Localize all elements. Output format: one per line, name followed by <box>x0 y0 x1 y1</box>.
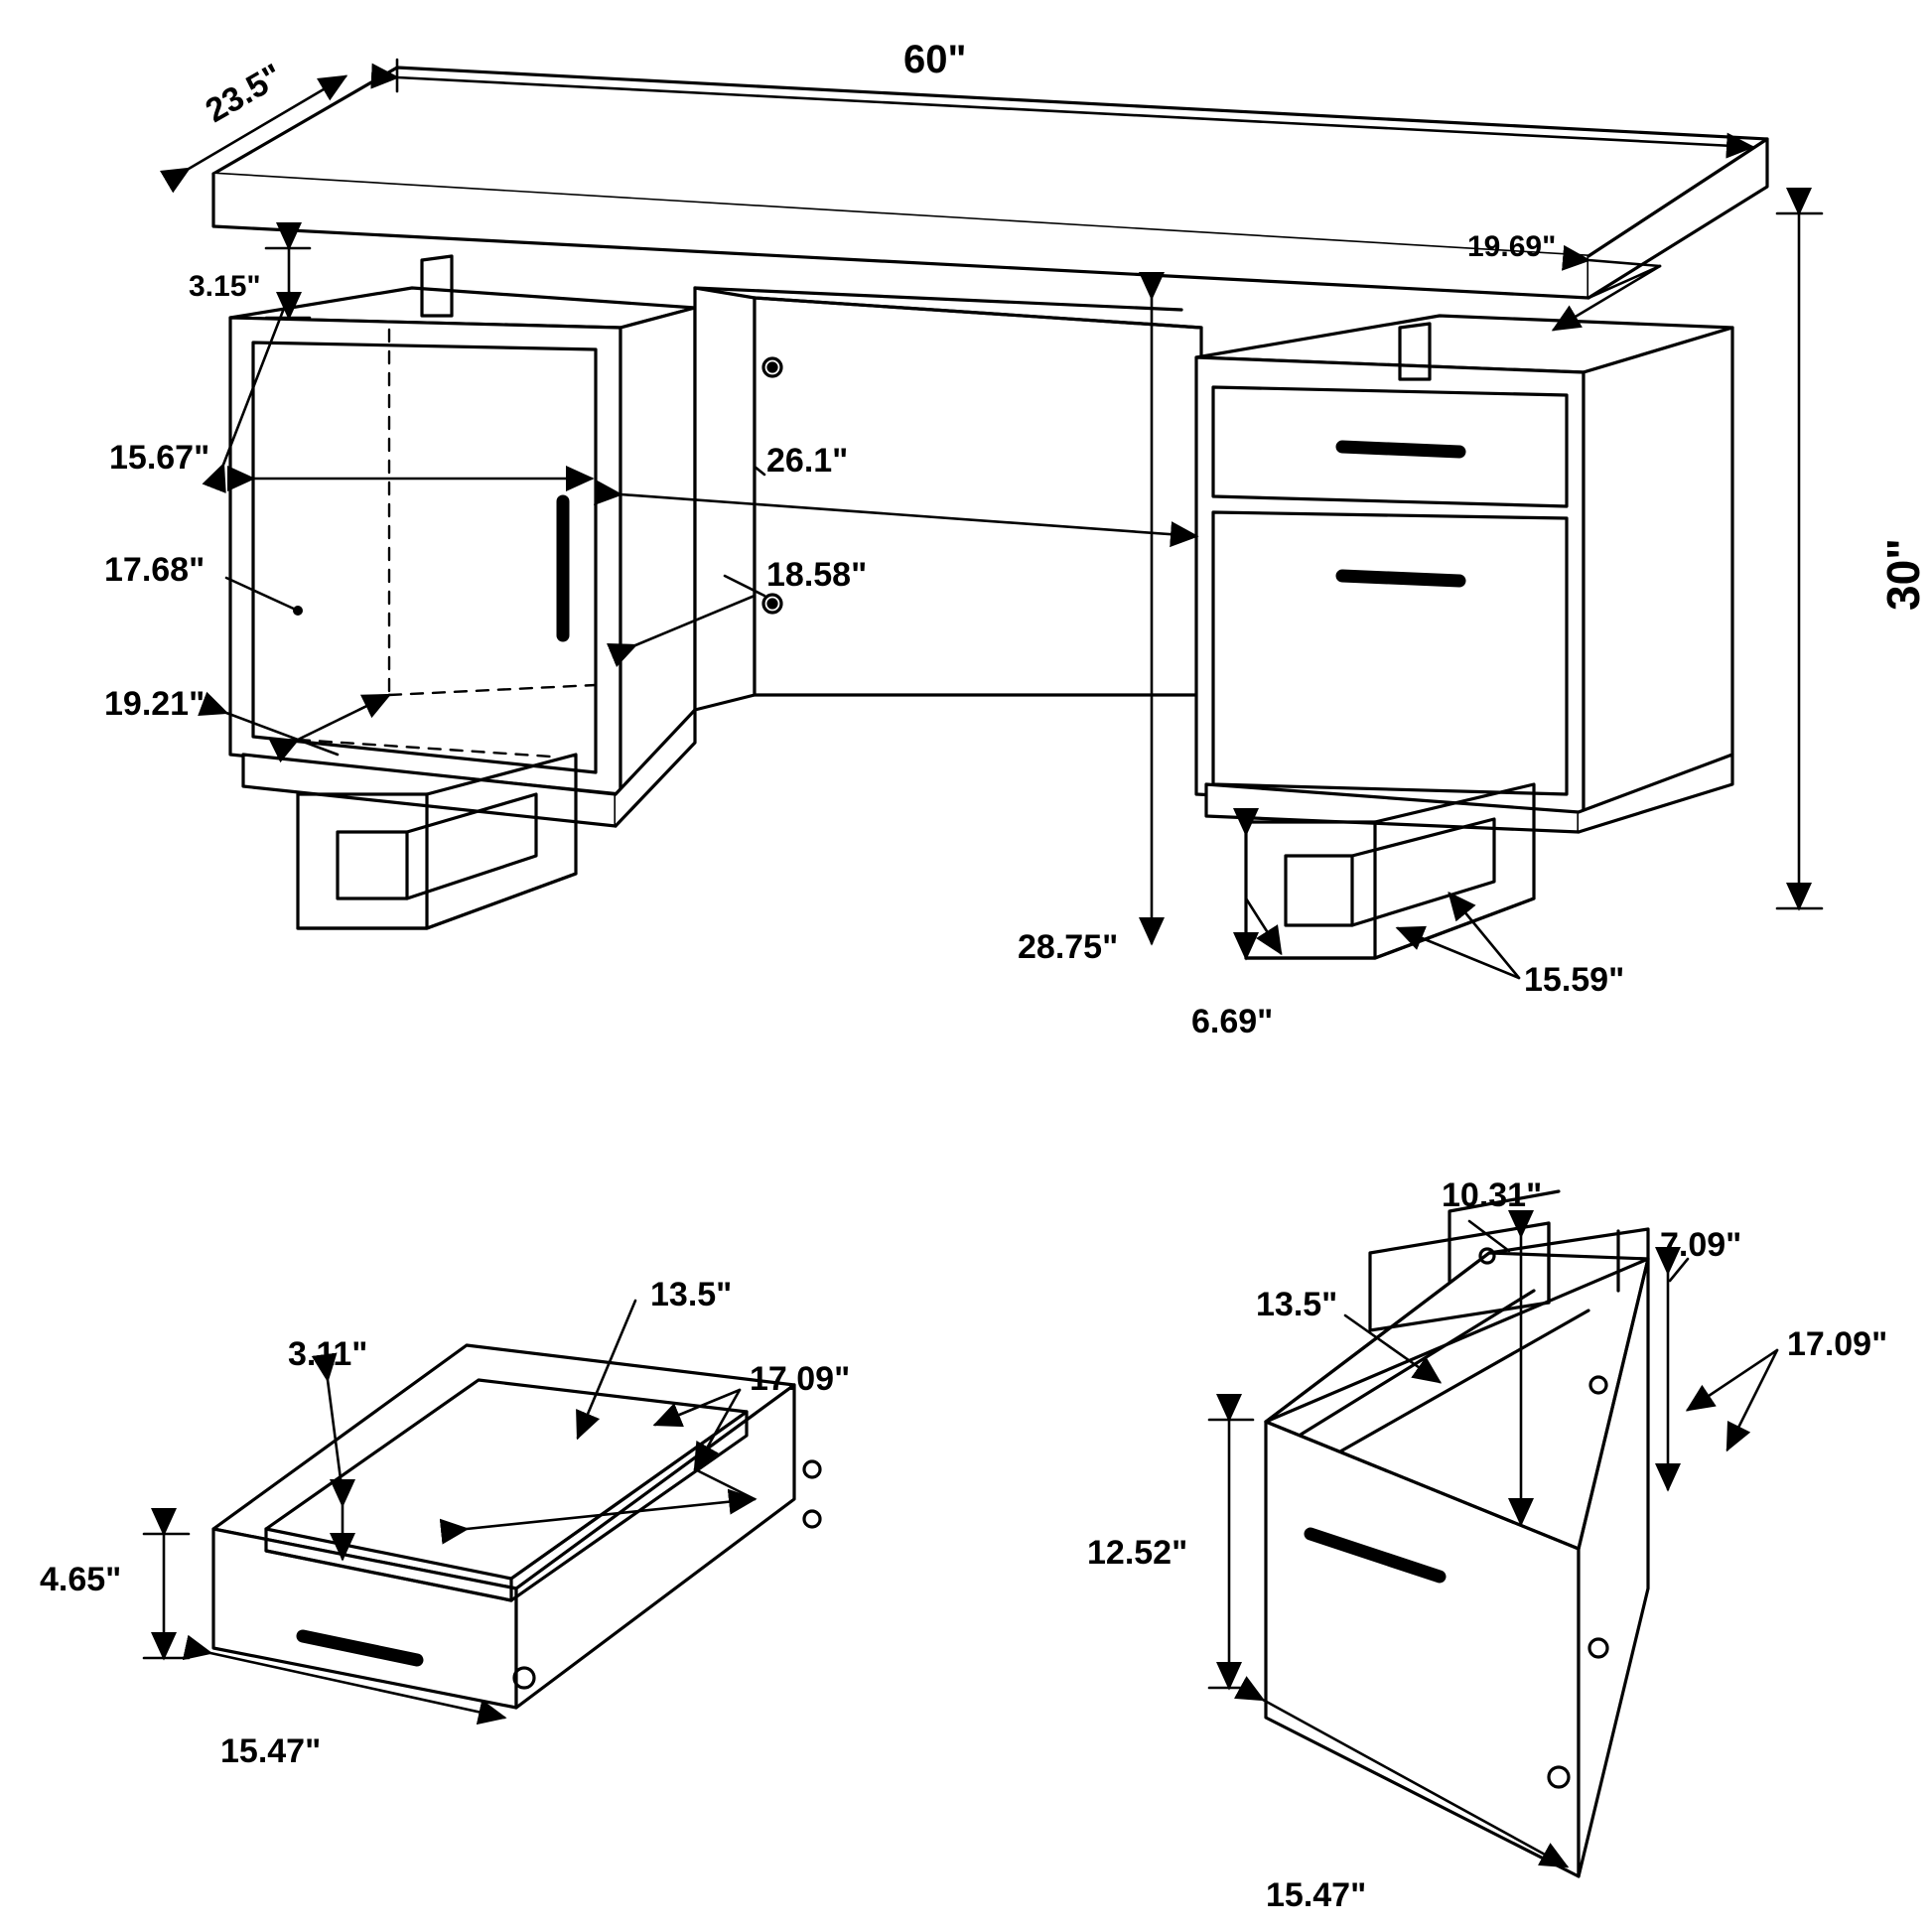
dim-pedestal-depth: 19.69" <box>1467 230 1557 263</box>
right-pedestal <box>1196 316 1732 832</box>
left-cabinet <box>230 288 695 826</box>
dim-leg-height: 6.69" <box>1191 1003 1274 1040</box>
dim-file-drawer-front-height: 12.52" <box>1087 1534 1188 1572</box>
dim-overall-height: 30" <box>1877 538 1929 611</box>
dim-file-divider-offset: 7.09" <box>1660 1226 1742 1264</box>
dim-top-gap: 3.15" <box>189 270 261 303</box>
dim-knee-clearance: 28.75" <box>1018 928 1119 966</box>
dim-small-drawer-front-width: 15.47" <box>220 1732 322 1770</box>
dim-knee-width: 26.1" <box>766 442 849 480</box>
center-modesty-panel <box>695 288 1201 710</box>
dim-leg-depth: 15.59" <box>1524 961 1625 999</box>
small-drawer <box>213 1345 820 1708</box>
dim-cabinet-inner-depth: 19.21" <box>104 685 206 723</box>
dim-file-divider-height: 10.31" <box>1442 1176 1543 1214</box>
dim-cabinet-opening-height: 15.67" <box>109 439 210 477</box>
dim-file-drawer-front-width: 15.47" <box>1266 1876 1367 1914</box>
dim-file-drawer-width: 13.5" <box>1256 1286 1338 1323</box>
dim-small-drawer-width: 13.5" <box>650 1276 733 1313</box>
dim-small-drawer-inner-height: 3.11" <box>288 1335 368 1373</box>
dim-knee-height: 18.58" <box>766 556 868 594</box>
dim-small-drawer-depth: 17.09" <box>750 1360 851 1398</box>
dim-file-drawer-depth: 17.09" <box>1787 1325 1888 1363</box>
dim-overall-depth: 23.5" <box>199 57 290 131</box>
dim-cabinet-inner-width: 17.68" <box>104 551 206 589</box>
dim-small-drawer-front-height: 4.65" <box>40 1561 122 1598</box>
dim-overall-width: 60" <box>903 38 967 81</box>
